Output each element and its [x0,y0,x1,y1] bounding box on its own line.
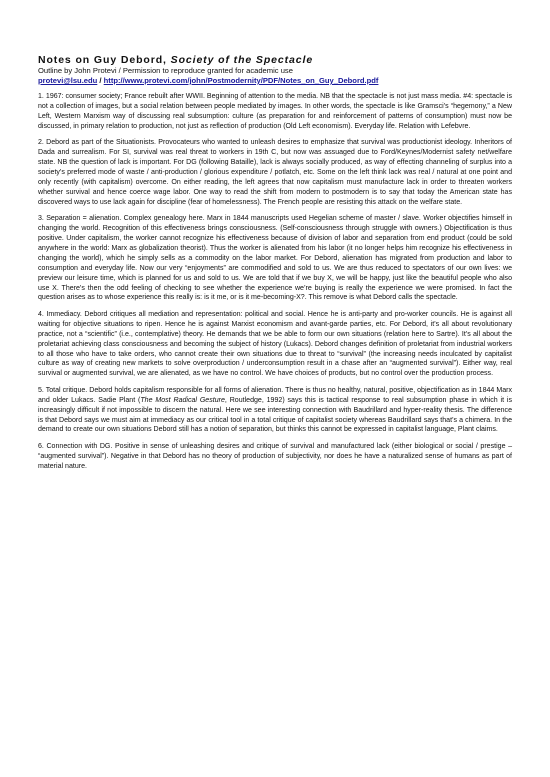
paragraph-text: 4. Immediacy. Debord critiques all mediation and representation: political and social. Hence he is anti-party and pro-worker councils. He is against all waiting for objective situations to ripen. Hence he is against Marxist economism and avant-garde parties, etc. For Debord, it’s all about revolutionary practice, not a “scientific” (i.e., contemplative) theory. He demands that we be able to form our own situations (relation here to Sartre). It’s all about the proletariat achieving class consciousness and becoming the subject of history (Lukacs). Debord changes definition of proletariat from industrial workers to all those who have to take orders, who cannot create their own situations due to threat to “survival” (the increasing needs inculcated by capitalist culture as way of creating new markets to solve overproduction / underconsumption result in a chase after an “augmented survival”). Either way, real survival or augmented survival, we are alienated, as we have no control. We have choices of products, but no control over the production process. [38,310,512,378]
notes-body [38,92,512,472]
title-main: Notes on Guy Debord, [38,54,171,66]
note-paragraph-1 [38,92,512,132]
note-paragraph-4 [38,310,512,379]
link-separator: / [97,76,104,85]
paragraph-text: 2. Debord as part of the Situationists. Provocateurs who wanted to unleash desires to emphasize that survival was productionist ideology. Inheritors of Dada and surrealism. For SI, survival was real threat to workers in 19th C, but now was assuaged due to Ford/Keynes/Modernist safety net/welfare state. NB the question of lack is important. For DG (following Bataille), lack is always socially produced, as way of effecting channeling of surplus into a society’s preferred mode of waste / anti-production / glorious expenditure / potlatch, etc. Some on the left think lack was real / natural at one point and only recently (with capitalism) overcome. On either reading, the left agrees that now capitalism must manufacture lack in order to threaten workers whether survival and hence coerce wage labor. One way to read the shift from modern to postmodern is to say that today the American state has discovered ways to use lack again for discipline (fear of homelessness). The French people are resisting this attack on the welfare state. [38,139,512,206]
contact-links [38,76,512,86]
note-paragraph-6 [38,442,512,472]
note-paragraph-3 [38,214,512,303]
pdf-url-link[interactable]: http://www.protevi.com/john/Postmodernity/PDF/Notes_on_Guy_Debord.pdf [103,76,379,85]
document-page [38,54,512,478]
title-book-name: Society of the Spectacle [170,54,314,66]
paragraph-text: , Routledge, 1992) says this is tactical response to real subsumption phase in which it is increasingly difficult if not impossible to discern the natural. Here we see interesting connection with Baudrillard and hyper-reality thesis. The difference is that Debord says we must aim at immediacy as our critical tool in a total critique of capitalist society whereas Baudrillard says that’s a chimera. In the demand to create our own situations Debord still has a notion of separation, but thinks this cannot be expressed in capitalist language, Plant claims. [38,396,513,434]
paragraph-text: 1. 1967: consumer society; France rebuilt after WWII. Beginning of attention to the media. NB that the spectacle is not just mass media. #4: spectacle is not a collection of images, but a social relation between people mediated by images. In other words, the spectacle is like Gramsci’s “hegemony,” a New Left, Western Marxism way of discussing real subsumption: culture (as preparation for and reinforcement of patterns of consumption) must now be discussed, in primary relation to production, not just as reflection of production (Old Left economism). Everyday life. Relation with Lefebvre. [38,93,512,130]
document-title [38,54,512,66]
document-subtitle: Outline by John Protevi / Permission to reproduce granted for academic use [38,66,293,75]
paragraph-text: 5. Total critique. Debord holds capitalism responsible for all forms of alienation. There is thus no healthy, natural, positive, objectification as in 1844 Marx and older Lukacs. Sadie Plant ( [38,386,512,404]
email-link[interactable]: protevi@lsu.edu [38,76,98,85]
note-paragraph-2 [38,138,512,207]
paragraph-text: 3. Separation = alienation. Complex genealogy here. Marx in 1844 manuscripts used Hegelian scheme of master / slave. Worker objectifies himself in changing the world. Recognition of this effectiveness brings consciousness. (Self-consciousness through struggle with owners.) Objectification is thus positive. Under capitalism, the worker cannot recognize his effectiveness because of division of labor and separation from end product (could be sold anywhere in the world: Marx as globalization theorist). Thus the worker is alienated from his labor (it no longer helps him recognize his effectiveness in changing the world), which he simply sells as a commodity on the labor market. For Debord, alienation has migrated from production and labor to consumption and everyday life. Now our very “enjoyments” are commodified and sold to us. We are thus reduced to spectators of our own lives: we preview our leisure time, which is planned for us and sold to us. We are told that if we buy X, we will be happy, just like the beautiful people who also use X. There’s then the odd feeling of checking to see whether the experience we’re buying is really the experience we were promised. In fact the question arises as to whose experience this really is: is it me, or is it me-becoming-X?. This remove is what Debord calls the spectacle. [38,215,512,302]
book-title-italic: The Most Radical Gesture [140,396,225,404]
paragraph-text: 6. Connection with DG. Positive in sense of unleashing desires and critique of survival and manufactured lack (either biological or social / prestige – “augmented survival”). Negative in that Debord has no theory of production of subjectivity, nor does he have a naturalized sense of humans as part of material nature. [38,442,512,470]
note-paragraph-5 [38,386,512,436]
